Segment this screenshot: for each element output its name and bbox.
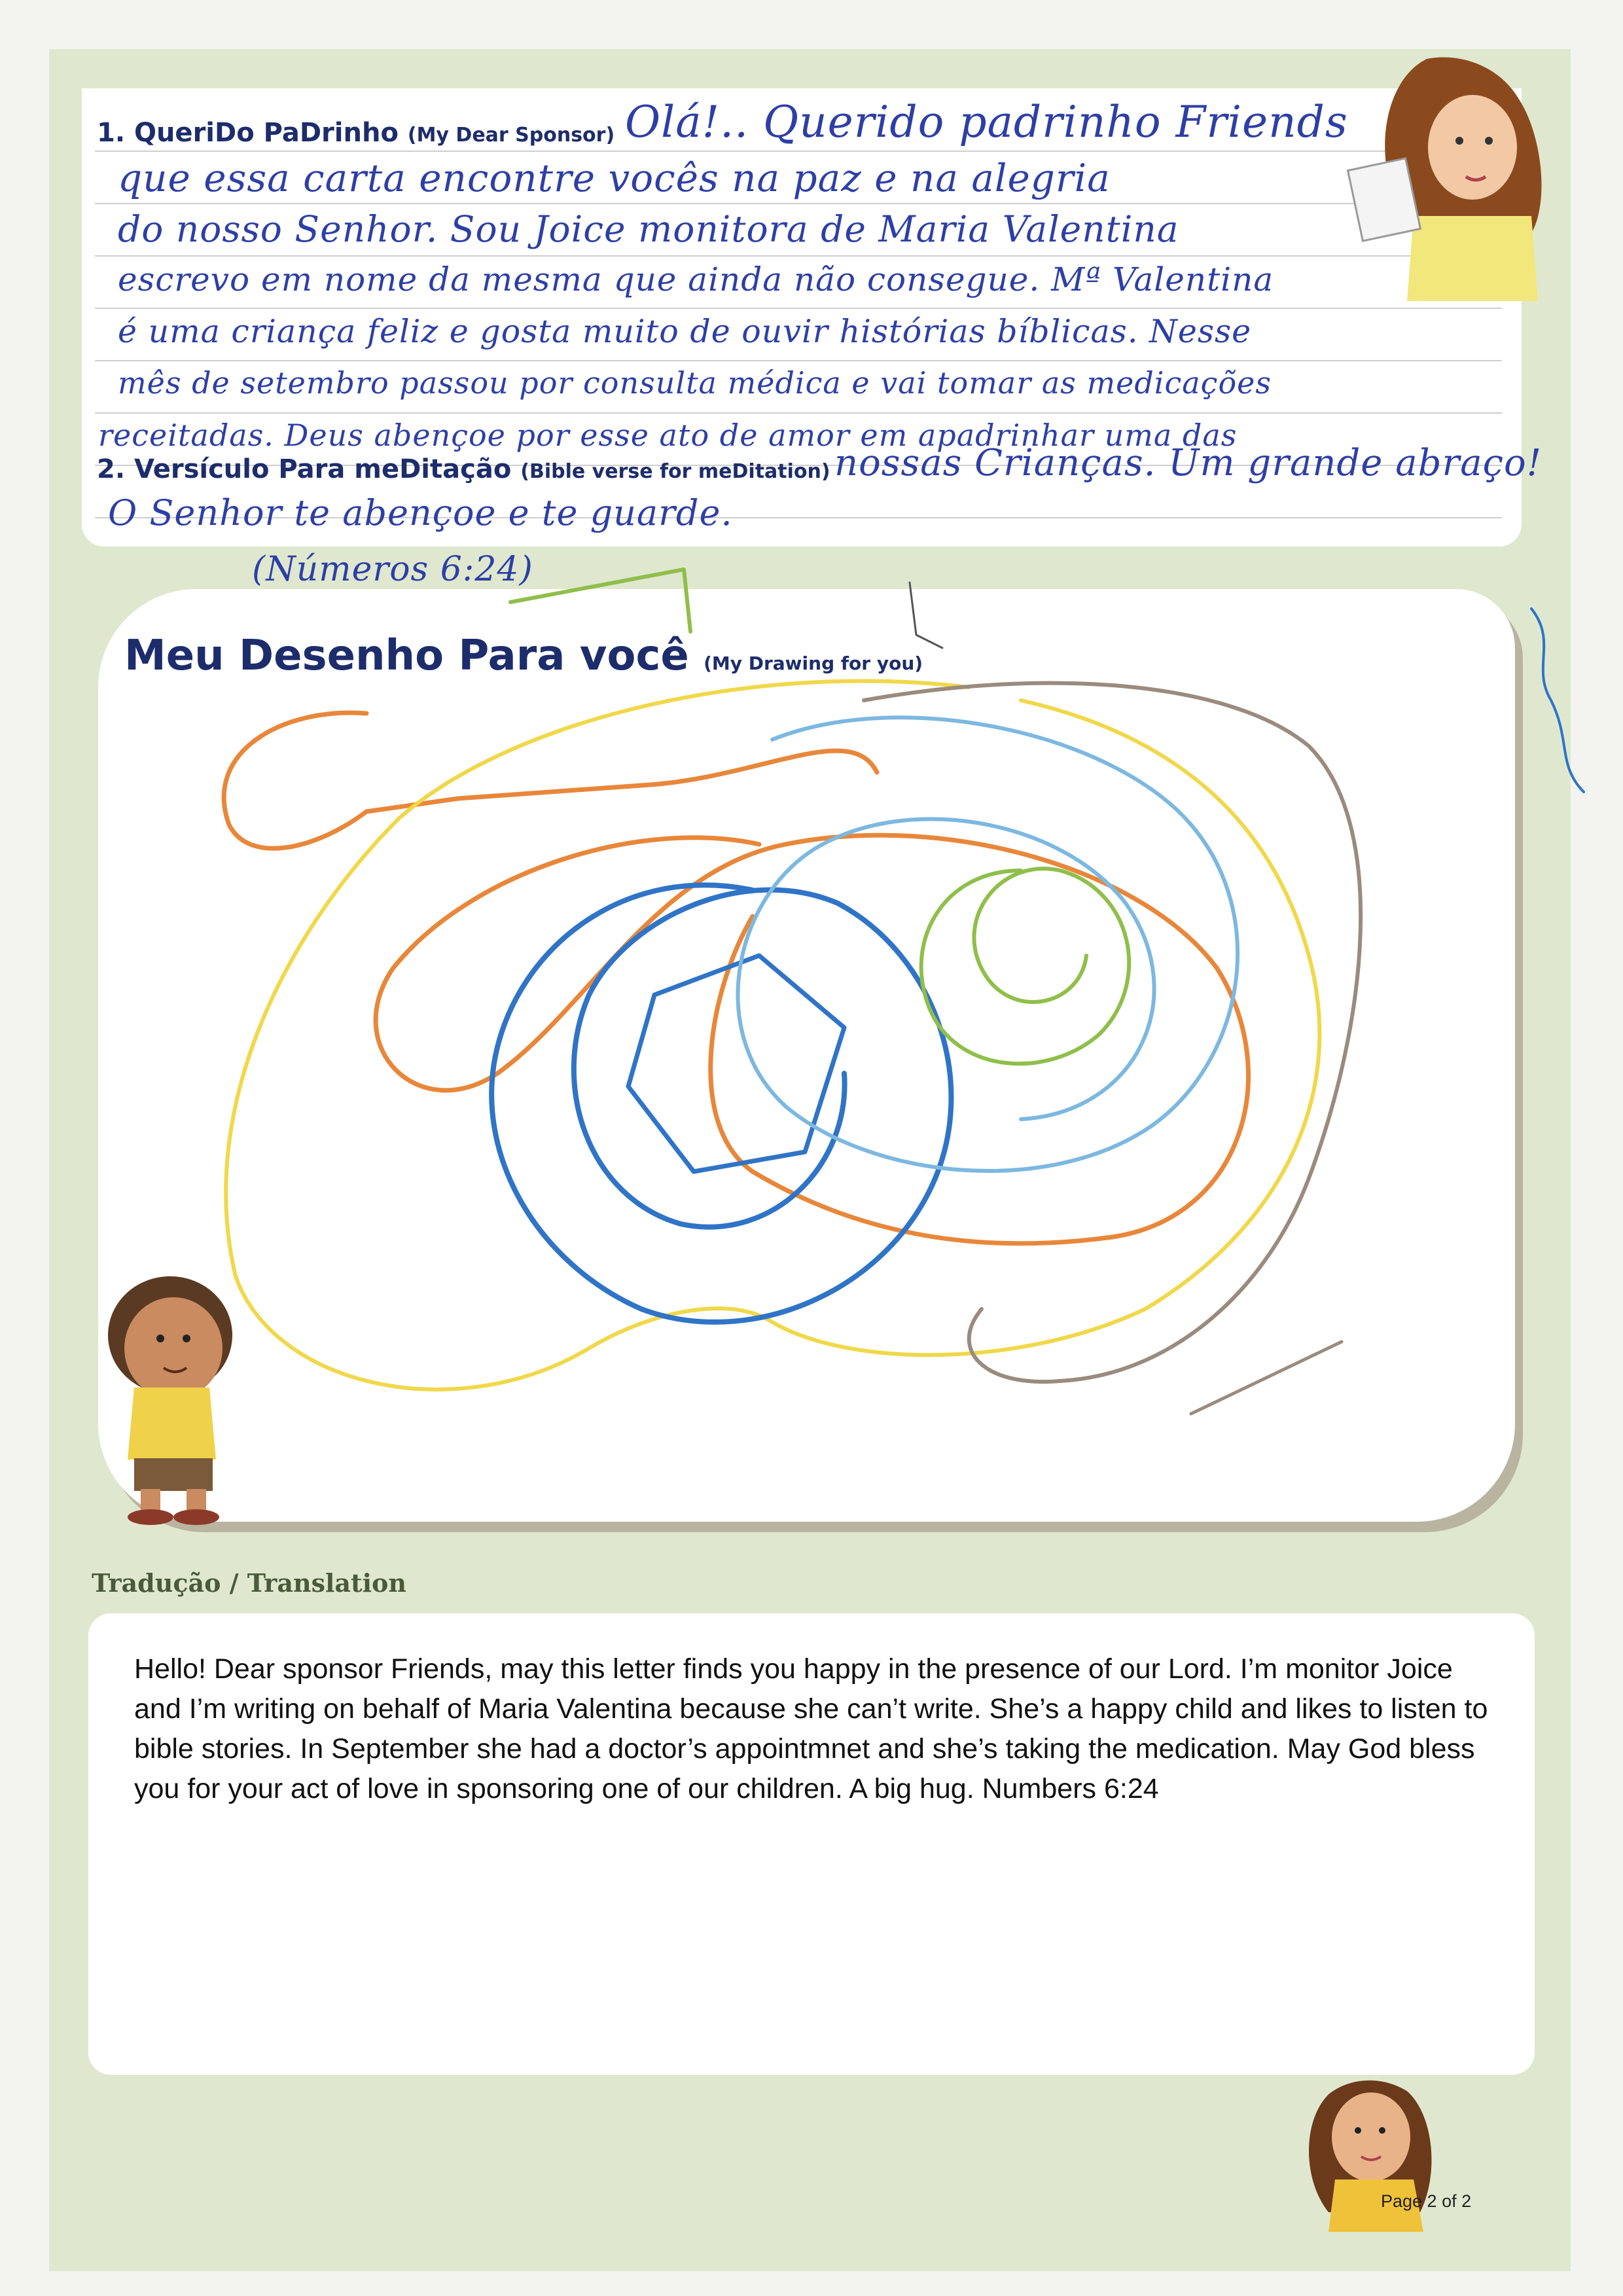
crayon-stroke-blue-large [491, 885, 951, 1322]
translation-text: Hello! Dear sponsor Friends, may this letter finds you happy in the presence of our Lord. I’m monitor Joice and I’m writing on behalf of Maria Valentina because she can’t write. She’s a happy child and likes to listen to bible stories. In September she had a doctor’s appointmnet and she’s taking the medication. May God bless you for your act of love in sponsoring one of our children. A big hug. Numbers 6:24 [134, 1653, 1488, 1805]
crayon-stroke-green-circle [921, 869, 1130, 1064]
pen-stroke-blue-right [1531, 609, 1584, 792]
handwriting-line: mês de setembro passou por consulta médica e vai tomar as medicações [118, 365, 1272, 401]
child-drawing [224, 569, 1584, 1414]
section2-label-en: (Bible verse for meDitation) [520, 460, 830, 483]
handwriting-line: Olá!.. Querido padrinho Friends [625, 97, 1348, 147]
crayon-stroke-brown [864, 683, 1361, 1382]
crayon-stroke-yellow [226, 681, 1319, 1389]
boy-illustration [108, 1276, 232, 1525]
handwriting-line: nossas Crianças. Um grande abraço! [834, 442, 1543, 484]
handwriting-line: é uma criança feliz e gosta muito de ouvir histórias bíblicas. Nesse [118, 313, 1252, 350]
girl-reading-illustration [1348, 58, 1542, 302]
section2-label-pt: 2. Versículo Para meDitação [97, 454, 512, 484]
crayon-stroke-green-top [510, 569, 690, 632]
handwriting-line: escrevo em nome da mesma que ainda não consegue. Mª Valentina [118, 260, 1274, 298]
drawing-title-pt: Meu Desenho Para você [124, 632, 689, 680]
page-number: Page 2 of 2 [1381, 2191, 1472, 2211]
section1-label-pt: 1. QueriDo PaDrinho [97, 118, 399, 148]
pen-stroke-dark [910, 583, 942, 648]
handwriting-line: receitadas. Deus abençoe por esse ato de amor em apadrinhar uma das [98, 418, 1238, 453]
handwriting-line: que essa carta encontre vocês na paz e na alegria [118, 156, 1111, 200]
crayon-stroke-lightblue [738, 717, 1238, 1171]
handwriting-line: do nosso Senhor. Sou Joice monitora de Maria Valentina [118, 208, 1179, 250]
handwriting-line: (Números 6:24) [252, 550, 533, 589]
translation-title: Tradução / Translation [92, 1568, 406, 1598]
section1-label-en: (My Dear Sponsor) [407, 124, 615, 147]
drawing-title-en: (My Drawing for you) [704, 653, 923, 674]
handwriting-line: O Senhor te abençoe e te guarde. [108, 492, 733, 533]
crayon-stroke-brown-tail [1191, 1342, 1342, 1414]
